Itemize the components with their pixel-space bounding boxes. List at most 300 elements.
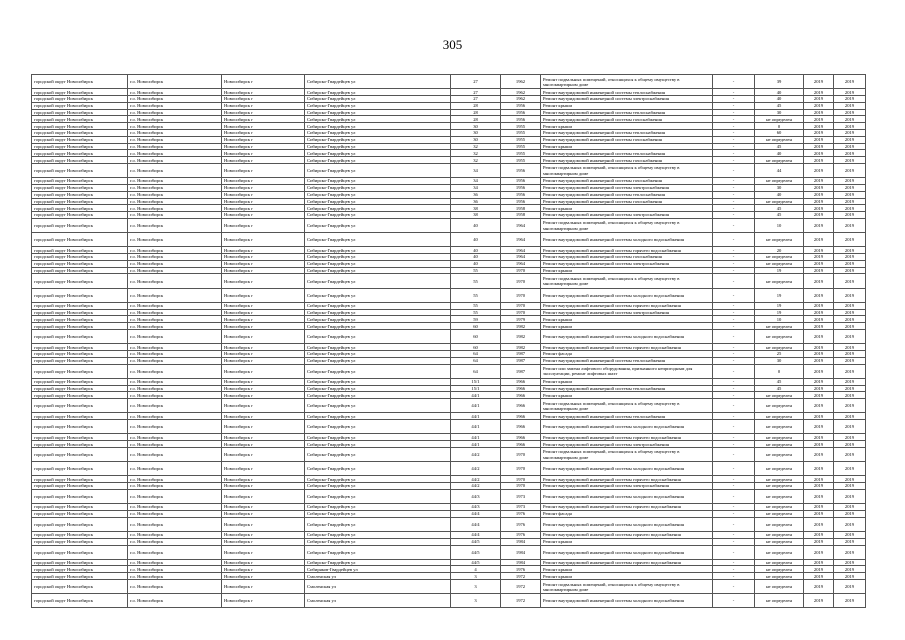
cell-plan_end: 2019 [834, 123, 866, 130]
cell-district: городской округ Новосибирск [32, 212, 128, 219]
cell-year: 1973 [501, 489, 541, 503]
cell-house: 32 [451, 143, 501, 150]
cell-year: 1955 [501, 150, 541, 157]
cell-area: - [713, 274, 755, 288]
cell-locality: Новосибирск г [222, 163, 305, 177]
cell-plan_start: 2019 [804, 302, 834, 309]
cell-area: - [713, 178, 755, 185]
cell-street: Сибирско-Гвардейцев ул [305, 191, 451, 198]
cell-locality: Новосибирск г [222, 116, 305, 123]
table-row [32, 218, 866, 232]
cell-street: Сибирско-Гвардейцев ул [305, 163, 451, 177]
cell-status: 45 [755, 212, 804, 219]
cell-work: Ремонт внутридомовой инженерной системы теплоснабжения [541, 357, 713, 364]
table-row [32, 102, 866, 109]
cell-area: - [713, 267, 755, 274]
cell-street: Смоленская ул [305, 573, 451, 580]
cell-locality: Новосибирск г [222, 399, 305, 413]
cell-street: Сибирско-Гвардейцев ул [305, 504, 451, 511]
cell-area: - [713, 392, 755, 399]
cell-plan_end: 2019 [834, 392, 866, 399]
table-row [32, 157, 866, 164]
table-row [32, 212, 866, 219]
cell-area: - [713, 260, 755, 267]
cell-house: 15/1 [451, 378, 501, 385]
cell-locality: Новосибирск г [222, 489, 305, 503]
cell-plan_end: 2019 [834, 504, 866, 511]
cell-locality: Новосибирск г [222, 260, 305, 267]
table-row [32, 267, 866, 274]
cell-street: Сибирско-Гвардейцев ул [305, 205, 451, 212]
cell-settlement: г.о. Новосибирск [128, 385, 222, 392]
table-row [32, 116, 866, 123]
cell-locality: Новосибирск г [222, 143, 305, 150]
cell-plan_start: 2019 [804, 163, 834, 177]
cell-district: городской округ Новосибирск [32, 504, 128, 511]
cell-settlement: г.о. Новосибирск [128, 392, 222, 399]
cell-status: 19 [755, 267, 804, 274]
page-number: 305 [442, 37, 463, 52]
cell-district: городской округ Новосибирск [32, 178, 128, 185]
cell-status: не определен [755, 545, 804, 559]
cell-locality: Новосибирск г [222, 351, 305, 358]
cell-street: Сибирско-Гвардейцев ул [305, 344, 451, 351]
cell-year: 1970 [501, 483, 541, 490]
cell-work: Ремонт подвальных помещений, относящихся к общему имуществу в многоквартирном доме [541, 399, 713, 413]
cell-plan_end: 2019 [834, 385, 866, 392]
cell-district: городской округ Новосибирск [32, 441, 128, 448]
cell-status: не определен [755, 157, 804, 164]
cell-plan_end: 2019 [834, 441, 866, 448]
cell-district: городской округ Новосибирск [32, 385, 128, 392]
table-row [32, 254, 866, 261]
cell-year: 1966 [501, 392, 541, 399]
cell-street: Сибирско-Гвардейцев ул [305, 254, 451, 261]
cell-plan_end: 2019 [834, 330, 866, 344]
cell-district: городской округ Новосибирск [32, 254, 128, 261]
cell-locality: Новосибирск г [222, 413, 305, 420]
cell-street: Сибирско-Гвардейцев ул [305, 247, 451, 254]
cell-work: Ремонт внутридомовой инженерной системы холодного водоснабжения [541, 233, 713, 247]
table-row [32, 233, 866, 247]
cell-work: Ремонт внутридомовой инженерной системы электроснабжения [541, 483, 713, 490]
cell-house: 55 [451, 288, 501, 302]
cell-area: - [713, 517, 755, 531]
cell-settlement: г.о. Новосибирск [128, 462, 222, 476]
cell-district: городской округ Новосибирск [32, 163, 128, 177]
cell-locality: Новосибирск г [222, 109, 305, 116]
cell-plan_start: 2019 [804, 489, 834, 503]
cell-settlement: г.о. Новосибирск [128, 434, 222, 441]
table-row [32, 344, 866, 351]
cell-status: не определен [755, 566, 804, 573]
cell-area: - [713, 316, 755, 323]
cell-year: 1976 [501, 531, 541, 538]
cell-status: не определен [755, 413, 804, 420]
cell-area: - [713, 357, 755, 364]
cell-settlement: г.о. Новосибирск [128, 254, 222, 261]
cell-work: Ремонт внутридомовой инженерной системы горячего водоснабжения [541, 531, 713, 538]
cell-street: Сибирско-Гвардейцев ул [305, 260, 451, 267]
table-row [32, 357, 866, 364]
cell-district: городской округ Новосибирск [32, 489, 128, 503]
cell-area: - [713, 254, 755, 261]
cell-year: 1976 [501, 517, 541, 531]
cell-district: городской округ Новосибирск [32, 102, 128, 109]
cell-street: Сибирско-Гвардейцев ул [305, 489, 451, 503]
cell-plan_end: 2019 [834, 233, 866, 247]
cell-street: Сибирско-Гвардейцев ул [305, 274, 451, 288]
cell-work: Ремонт внутридомовой инженерной системы холодного водоснабжения [541, 489, 713, 503]
cell-street: Сибирско-Гвардейцев ул [305, 302, 451, 309]
cell-area: - [713, 102, 755, 109]
table-row [32, 483, 866, 490]
cell-work: Ремонт внутридомовой инженерной системы электроснабжения [541, 260, 713, 267]
cell-street: Сибирско-Гвардейцев ул [305, 413, 451, 420]
cell-status: 40 [755, 95, 804, 102]
cell-settlement: г.о. Новосибирск [128, 344, 222, 351]
cell-house: 28 [451, 116, 501, 123]
cell-plan_start: 2019 [804, 267, 834, 274]
cell-settlement: г.о. Новосибирск [128, 109, 222, 116]
cell-work: Ремонт подвальных помещений, относящихся к общему имуществу в многоквартирном доме [541, 75, 713, 89]
cell-year: 1970 [501, 302, 541, 309]
cell-street: Сибирско-Гвардейцев ул [305, 357, 451, 364]
cell-year: 1966 [501, 441, 541, 448]
table-row [32, 309, 866, 316]
cell-settlement: г.о. Новосибирск [128, 538, 222, 545]
cell-settlement: г.о. Новосибирск [128, 330, 222, 344]
cell-locality: Новосибирск г [222, 517, 305, 531]
cell-district: городской округ Новосибирск [32, 302, 128, 309]
cell-district: городской округ Новосибирск [32, 545, 128, 559]
cell-locality: Новосибирск г [222, 247, 305, 254]
cell-locality: Новосибирск г [222, 545, 305, 559]
cell-area: - [713, 116, 755, 123]
cell-work: Ремонт внутридомовой инженерной системы холодного водоснабжения [541, 420, 713, 434]
cell-locality: Новосибирск г [222, 233, 305, 247]
table-row [32, 191, 866, 198]
cell-status: 10 [755, 316, 804, 323]
cell-locality: Новосибирск г [222, 580, 305, 594]
cell-status: 45 [755, 385, 804, 392]
cell-district: городской округ Новосибирск [32, 191, 128, 198]
cell-area: - [713, 109, 755, 116]
cell-house: 44/4 [451, 517, 501, 531]
cell-street: Сибирско-Гвардейцев ул [305, 385, 451, 392]
cell-settlement: г.о. Новосибирск [128, 129, 222, 136]
cell-year: 1955 [501, 129, 541, 136]
cell-plan_end: 2019 [834, 364, 866, 378]
cell-plan_start: 2019 [804, 218, 834, 232]
cell-house: 30 [451, 123, 501, 130]
cell-year: 1966 [501, 434, 541, 441]
cell-year: 1956 [501, 109, 541, 116]
cell-year: 1982 [501, 330, 541, 344]
cell-plan_end: 2019 [834, 580, 866, 594]
table-row [32, 545, 866, 559]
cell-status: 0 [755, 364, 804, 378]
cell-settlement: г.о. Новосибирск [128, 267, 222, 274]
cell-area: - [713, 462, 755, 476]
cell-plan_end: 2019 [834, 476, 866, 483]
cell-district: городской округ Новосибирск [32, 517, 128, 531]
cell-status: не определен [755, 260, 804, 267]
cell-area: - [713, 330, 755, 344]
cell-status: не определен [755, 476, 804, 483]
cell-plan_start: 2019 [804, 233, 834, 247]
cell-settlement: г.о. Новосибирск [128, 483, 222, 490]
cell-settlement: г.о. Новосибирск [128, 580, 222, 594]
cell-area: - [713, 198, 755, 205]
cell-locality: Новосибирск г [222, 378, 305, 385]
cell-street: Сибирско-Гвардейцев ул [305, 218, 451, 232]
cell-status: 19 [755, 288, 804, 302]
cell-work: Ремонт внутридомовой инженерной системы электроснабжения [541, 184, 713, 191]
cell-plan_end: 2019 [834, 344, 866, 351]
table-row [32, 573, 866, 580]
cell-district: городской округ Новосибирск [32, 184, 128, 191]
cell-house: 44/1 [451, 434, 501, 441]
table-row [32, 392, 866, 399]
cell-status: 45 [755, 143, 804, 150]
cell-plan_start: 2019 [804, 129, 834, 136]
cell-status: 30 [755, 357, 804, 364]
cell-work: Ремонт или замена лифтового оборудования, признанного непригодным для эксплуатации, ремонт лифтовых шахт [541, 364, 713, 378]
cell-year: 1984 [501, 545, 541, 559]
cell-house: 40 [451, 233, 501, 247]
cell-status: не определен [755, 136, 804, 143]
table-row [32, 462, 866, 476]
cell-plan_start: 2019 [804, 531, 834, 538]
cell-district: городской округ Новосибирск [32, 89, 128, 96]
cell-status: не определен [755, 517, 804, 531]
cell-house: 55 [451, 274, 501, 288]
cell-settlement: г.о. Новосибирск [128, 531, 222, 538]
cell-area: - [713, 191, 755, 198]
table-row [32, 109, 866, 116]
table-row [32, 385, 866, 392]
cell-year: 1982 [501, 323, 541, 330]
cell-plan_start: 2019 [804, 378, 834, 385]
cell-plan_start: 2019 [804, 123, 834, 130]
cell-house: 44/2 [451, 447, 501, 461]
cell-house: 40 [451, 218, 501, 232]
cell-house: 64 [451, 351, 501, 358]
cell-year: 1964 [501, 247, 541, 254]
cell-street: Сибирско-Гвардейцев ул [305, 89, 451, 96]
cell-house: 44/5 [451, 538, 501, 545]
cell-house: 27 [451, 95, 501, 102]
cell-year: 1958 [501, 212, 541, 219]
cell-plan_end: 2019 [834, 545, 866, 559]
cell-settlement: г.о. Новосибирск [128, 399, 222, 413]
cell-year: 1973 [501, 504, 541, 511]
cell-plan_start: 2019 [804, 102, 834, 109]
cell-work: Ремонт крыши [541, 378, 713, 385]
cell-district: городской округ Новосибирск [32, 95, 128, 102]
cell-street: Сибирско-Гвардейцев ул [305, 123, 451, 130]
cell-plan_end: 2019 [834, 462, 866, 476]
cell-status: не определен [755, 483, 804, 490]
cell-status: 25 [755, 351, 804, 358]
cell-year: 1962 [501, 95, 541, 102]
cell-house: 55 [451, 302, 501, 309]
table-row [32, 163, 866, 177]
cell-work: Ремонт внутридомовой инженерной системы теплоснабжения [541, 129, 713, 136]
cell-settlement: г.о. Новосибирск [128, 288, 222, 302]
capital-repair-table [31, 74, 866, 608]
cell-locality: Новосибирск г [222, 559, 305, 566]
cell-plan_end: 2019 [834, 351, 866, 358]
cell-house: 44/4 [451, 531, 501, 538]
cell-street: Сибирско-Гвардейцев ул [305, 434, 451, 441]
cell-plan_end: 2019 [834, 205, 866, 212]
cell-district: городской округ Новосибирск [32, 150, 128, 157]
cell-status: 40 [755, 89, 804, 96]
cell-area: - [713, 184, 755, 191]
cell-settlement: г.о. Новосибирск [128, 198, 222, 205]
cell-plan_start: 2019 [804, 385, 834, 392]
cell-locality: Новосибирск г [222, 504, 305, 511]
cell-work: Ремонт крыши [541, 316, 713, 323]
cell-area: - [713, 157, 755, 164]
cell-locality: Новосибирск г [222, 344, 305, 351]
cell-status: 10 [755, 218, 804, 232]
cell-plan_end: 2019 [834, 517, 866, 531]
cell-status: не определен [755, 116, 804, 123]
table-row [32, 323, 866, 330]
cell-street: Сибирско-Гвардейцев ул [305, 510, 451, 517]
cell-year: 1970 [501, 288, 541, 302]
cell-year: 1956 [501, 198, 541, 205]
cell-plan_end: 2019 [834, 163, 866, 177]
cell-settlement: г.о. Новосибирск [128, 163, 222, 177]
cell-plan_start: 2019 [804, 95, 834, 102]
cell-plan_end: 2019 [834, 357, 866, 364]
cell-plan_start: 2019 [804, 89, 834, 96]
cell-house: 55 [451, 309, 501, 316]
cell-plan_start: 2019 [804, 413, 834, 420]
cell-plan_start: 2019 [804, 288, 834, 302]
cell-street: Сибирско-Гвардейцев ул [305, 517, 451, 531]
cell-house: 59 [451, 316, 501, 323]
table-row [32, 288, 866, 302]
cell-work: Ремонт внутридомовой инженерной системы горячего водоснабжения [541, 559, 713, 566]
cell-work: Ремонт внутридомовой инженерной системы горячего водоснабжения [541, 302, 713, 309]
cell-plan_start: 2019 [804, 476, 834, 483]
cell-work: Ремонт внутридомовой инженерной системы электроснабжения [541, 309, 713, 316]
cell-plan_start: 2019 [804, 357, 834, 364]
cell-plan_start: 2019 [804, 109, 834, 116]
cell-status: 20 [755, 247, 804, 254]
cell-settlement: г.о. Новосибирск [128, 476, 222, 483]
cell-status: не определен [755, 580, 804, 594]
cell-plan_start: 2019 [804, 441, 834, 448]
cell-district: городской округ Новосибирск [32, 566, 128, 573]
cell-locality: Новосибирск г [222, 267, 305, 274]
cell-plan_end: 2019 [834, 378, 866, 385]
cell-plan_start: 2019 [804, 399, 834, 413]
cell-work: Ремонт фасада [541, 510, 713, 517]
cell-plan_start: 2019 [804, 392, 834, 399]
cell-area: - [713, 302, 755, 309]
cell-year: 1955 [501, 143, 541, 150]
cell-locality: Новосибирск г [222, 157, 305, 164]
cell-work: Ремонт крыши [541, 538, 713, 545]
cell-year: 1955 [501, 157, 541, 164]
cell-status: не определен [755, 399, 804, 413]
cell-locality: Новосибирск г [222, 364, 305, 378]
cell-locality: Новосибирск г [222, 95, 305, 102]
cell-settlement: г.о. Новосибирск [128, 559, 222, 566]
cell-year: 1966 [501, 413, 541, 420]
table-row [32, 75, 866, 89]
cell-district: городской округ Новосибирск [32, 260, 128, 267]
cell-plan_start: 2019 [804, 566, 834, 573]
cell-settlement: г.о. Новосибирск [128, 378, 222, 385]
cell-district: городской округ Новосибирск [32, 378, 128, 385]
cell-plan_start: 2019 [804, 143, 834, 150]
cell-area: - [713, 483, 755, 490]
cell-plan_start: 2019 [804, 198, 834, 205]
cell-settlement: г.о. Новосибирск [128, 323, 222, 330]
cell-plan_start: 2019 [804, 504, 834, 511]
cell-work: Ремонт крыши [541, 123, 713, 130]
cell-house: 28 [451, 102, 501, 109]
cell-year: 1987 [501, 364, 541, 378]
cell-status: 60 [755, 129, 804, 136]
cell-status: не определен [755, 198, 804, 205]
cell-area: - [713, 364, 755, 378]
cell-locality: Новосибирск г [222, 123, 305, 130]
cell-work: Ремонт внутридомовой инженерной системы теплоснабжения [541, 109, 713, 116]
cell-plan_start: 2019 [804, 545, 834, 559]
cell-year: 1970 [501, 267, 541, 274]
cell-house: 44/2 [451, 483, 501, 490]
cell-district: городской округ Новосибирск [32, 136, 128, 143]
cell-district: городской округ Новосибирск [32, 309, 128, 316]
cell-plan_end: 2019 [834, 260, 866, 267]
cell-plan_start: 2019 [804, 594, 834, 608]
cell-plan_start: 2019 [804, 510, 834, 517]
cell-locality: Новосибирск г [222, 392, 305, 399]
cell-area: - [713, 559, 755, 566]
cell-area: - [713, 434, 755, 441]
cell-house: 3 [451, 594, 501, 608]
cell-district: городской округ Новосибирск [32, 462, 128, 476]
cell-house: 44/1 [451, 420, 501, 434]
cell-street: Сибирско-Гвардейцев ул [305, 143, 451, 150]
cell-street: Сибирско-Гвардейцев ул [305, 447, 451, 461]
cell-area: - [713, 510, 755, 517]
cell-plan_start: 2019 [804, 364, 834, 378]
cell-locality: Новосибирск г [222, 254, 305, 261]
cell-area: - [713, 323, 755, 330]
table-body [32, 75, 866, 608]
cell-district: городской округ Новосибирск [32, 357, 128, 364]
cell-district: городской округ Новосибирск [32, 267, 128, 274]
cell-street: Сибирско-Гвардейцев ул [305, 378, 451, 385]
cell-work: Ремонт фасада [541, 351, 713, 358]
cell-street: Сибирско-Гвардейцев ул [305, 129, 451, 136]
cell-area: - [713, 309, 755, 316]
cell-plan_start: 2019 [804, 462, 834, 476]
cell-settlement: г.о. Новосибирск [128, 489, 222, 503]
cell-settlement: г.о. Новосибирск [128, 594, 222, 608]
cell-status: 45 [755, 205, 804, 212]
cell-area: - [713, 538, 755, 545]
